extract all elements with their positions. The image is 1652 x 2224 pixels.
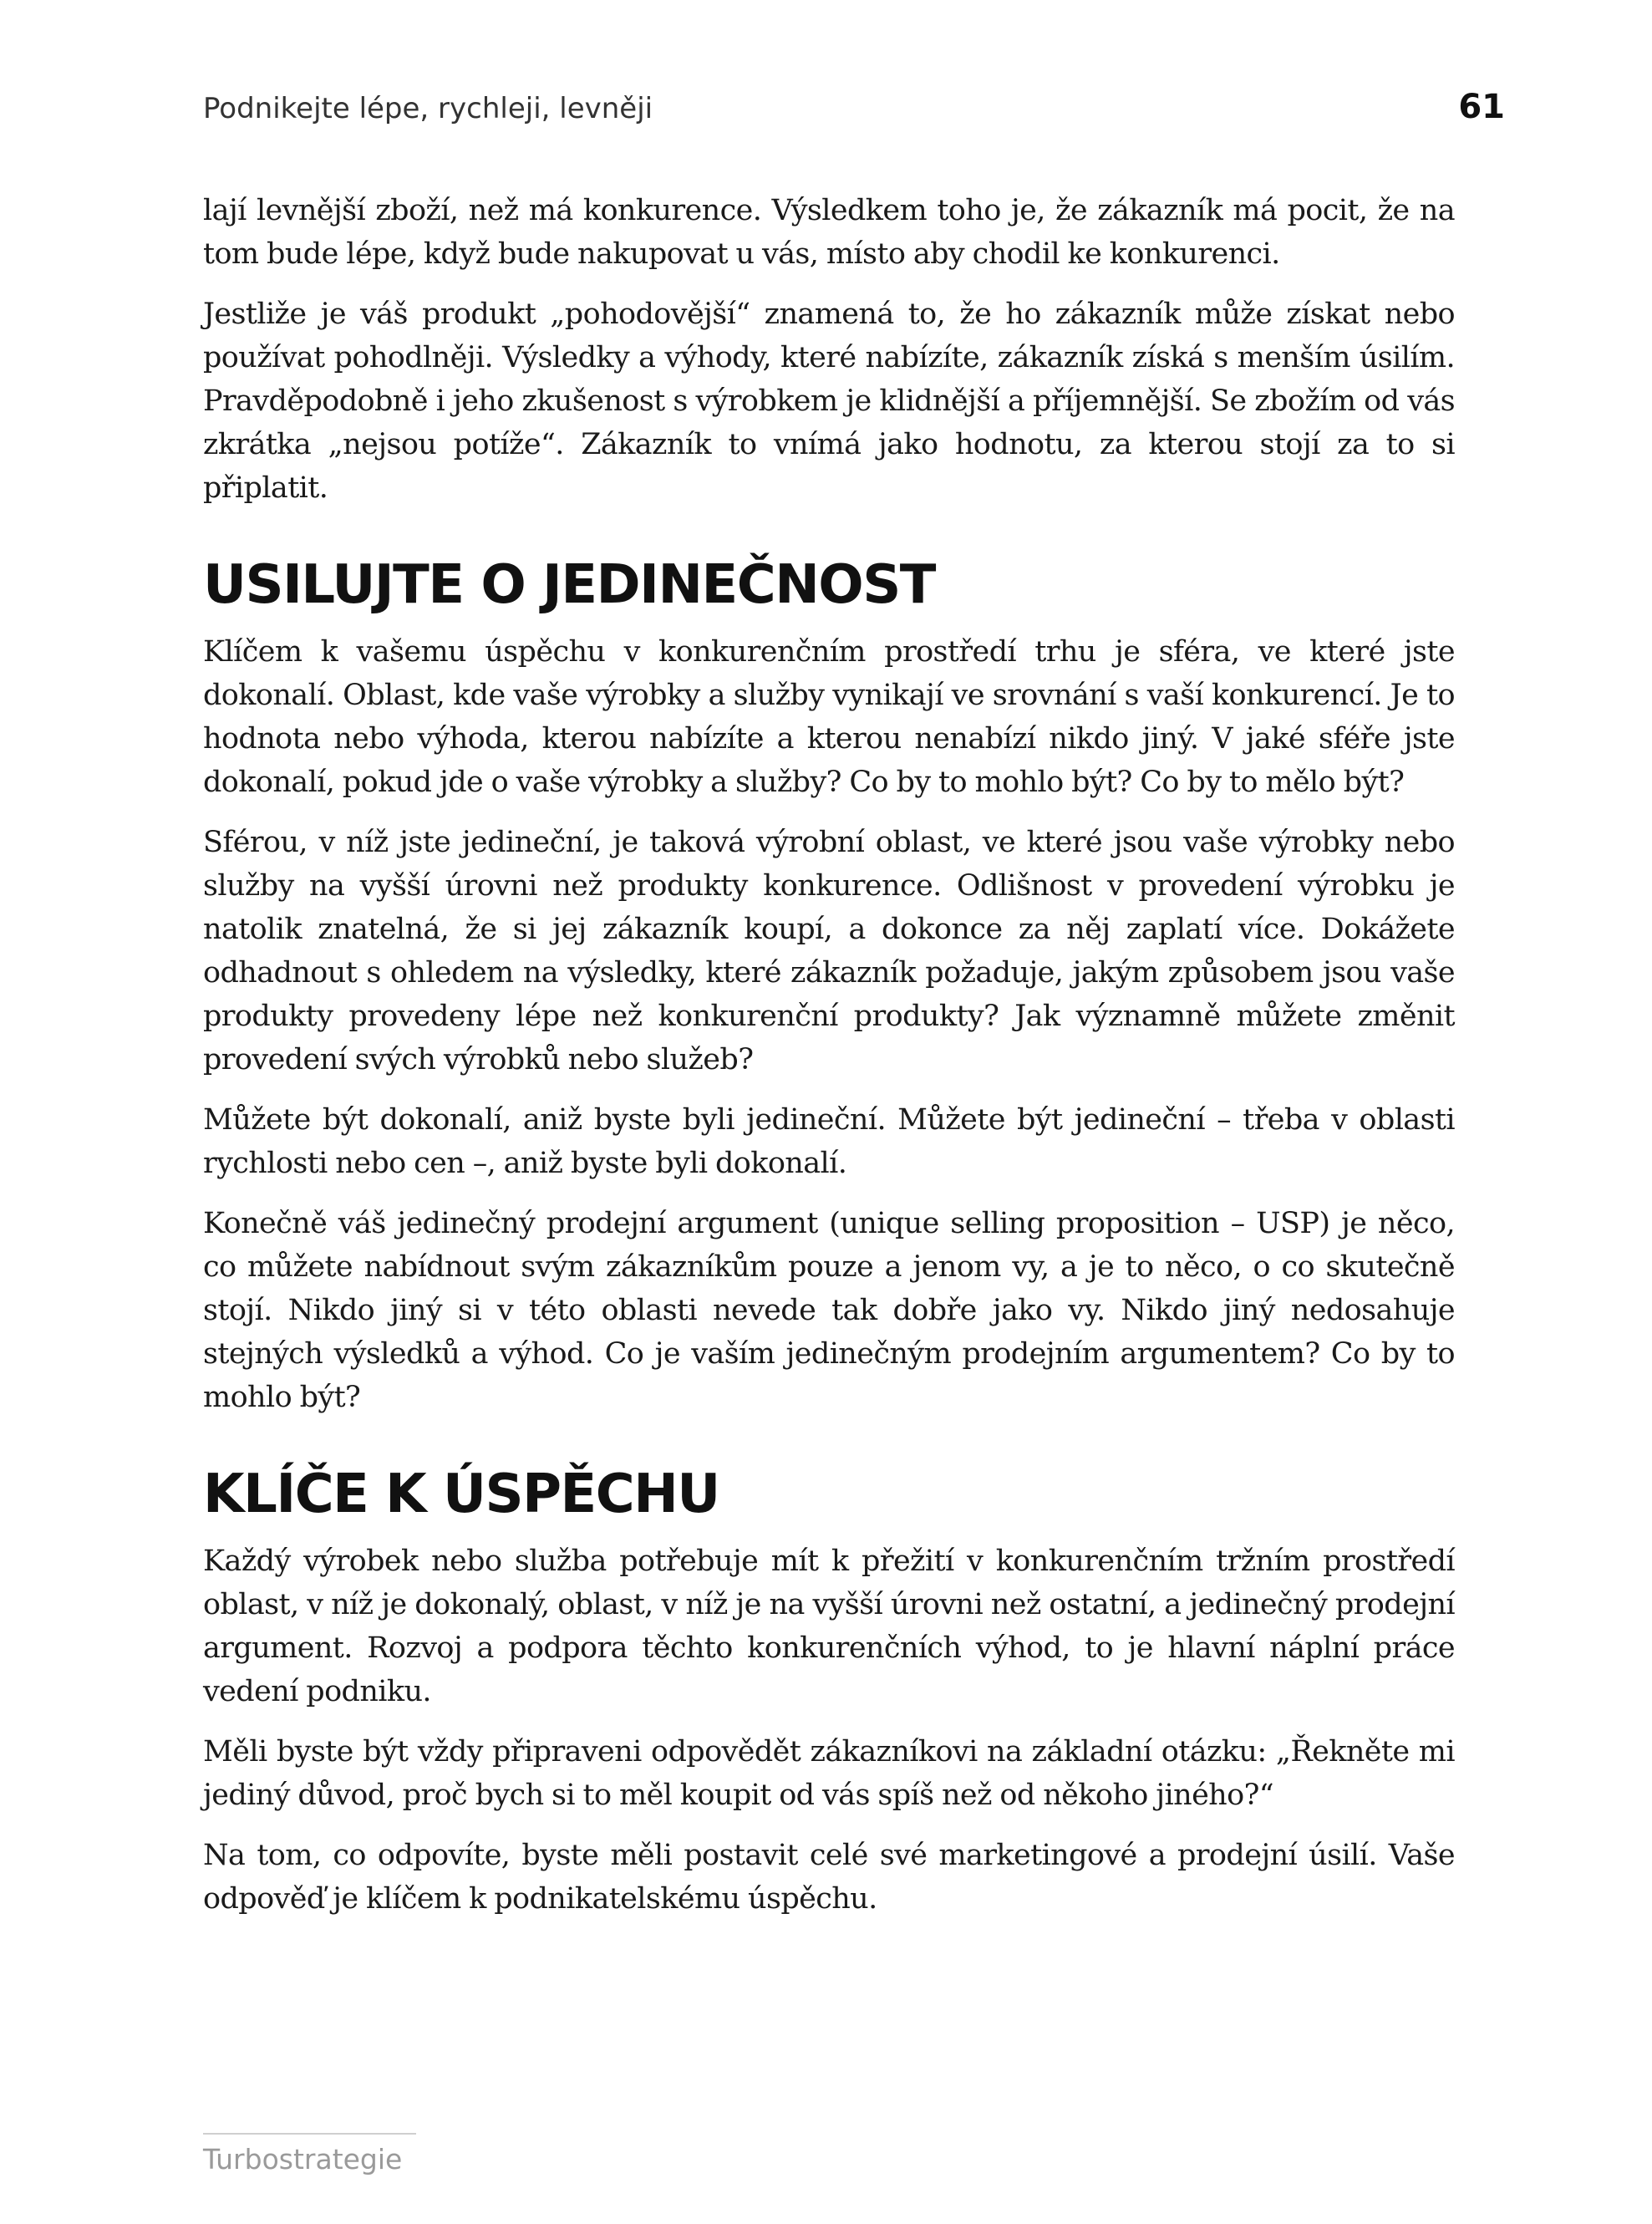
paragraph: Konečně váš jedinečný prodejní argument (unique selling proposition – USP) je něco, co můžete nabídnout svým zákazníkům pouze a jenom vy, a je to něco, o co skutečně stojí. Nikdo jiný si v této oblasti nevede tak dobře jako vy. Nikdo jiný nedosahuje stejných výsledků a výhod. Co je vaším jedinečným prodejním argumentem? Co by to mohlo být? [203,1207,1455,1414]
paragraph: Měli byste být vždy připraveni odpovědět zákazníkovi na základní otázku: „Řekněte mi jediný důvod, proč bych si to měl koupit od vás spíš než od někoho jiného?“ [203,1735,1455,1812]
page-number: 61 [1458,88,1505,126]
paragraph: Na tom, co odpovíte, byste měli postavit celé své marketingové a prodejní úsilí. Vaše odpověď je klíčem k podnikatelskému úspěchu. [203,1839,1455,1916]
section-heading-keys-to-success: KLÍČE K ÚSPĚCHU [203,1463,719,1525]
running-header [203,88,1505,138]
paragraph: Sférou, v níž jste jedineční, je taková výrobní oblast, ve které jsou vaše výrobky nebo služby na vyšší úrovni než produkty konkurence. Odlišnost v provedení výrobku je natolik znatelná, že si jej zákazník koupí, a dokonce za něj zaplatí více. Dokážete odhadnout s ohledem na výsledky, které zákazník požaduje, jakým způsobem jsou vaše produkty provedeny lépe než konkurenční produkty? Jak významně můžete změnit provedení svých výrobků nebo služeb? [203,826,1455,1076]
page-footer [203,2133,420,2176]
paragraph: Každý výrobek nebo služba potřebuje mít k přežití v konkurenčním tržním prostředí oblast, v níž je dokonalý, oblast, v níž je na vyšší úrovni než ostatní, a jedinečný prodejní argument. Rozvoj a podpora těchto konkurenčních výhod, to je hlavní náplní práce vedení podniku. [203,1545,1455,1708]
section-heading-uniqueness: USILUJTE O JEDINEČNOST [203,554,935,616]
paragraph: Jestliže je váš produkt „pohodovější“ znamená to, že ho zákazník může získat nebo používat pohodlněji. Výsledky a výhody, které nabízíte, zákazník získá s menším úsilím. Pravděpodobně i jeho zkušenost s výrobkem je klidnější a příjemnější. Se zbožím od vás zkrátka „nejsou potíže“. Zákazník to vnímá jako hodnotu, za kterou stojí za to si připlatit. [203,298,1455,505]
paragraph: Můžete být dokonalí, aniž byste byli jedineční. Můžete být jedineční – třeba v oblasti rychlosti nebo cen –, aniž byste byli dokonalí. [203,1103,1455,1180]
footer-book-title: Turbostrategie [203,2143,403,2176]
footer-divider [203,2133,416,2135]
page-content [203,189,1455,1937]
paragraph: Klíčem k vašemu úspěchu v konkurenčním prostředí trhu je sféra, ve které jste dokonalí. Oblast, kde vaše výrobky a služby vynikají ve srovnání s vaší konkurencí. Je to hodnota nebo výhoda, kterou nabízíte a kterou nenabízí nikdo jiný. V jaké sféře jste dokonalí, pokud jde o vaše výrobky a služby? Co by to mohlo být? Co by to mělo být? [203,635,1455,799]
running-title: Podnikejte lépe, rychleji, levněji [203,92,653,125]
paragraph: lají levnější zboží, než má konkurence. Výsledkem toho je, že zákazník má pocit, že na tom bude lépe, když bude nakupovat u vás, místo aby chodil ke konkurenci. [203,194,1455,271]
